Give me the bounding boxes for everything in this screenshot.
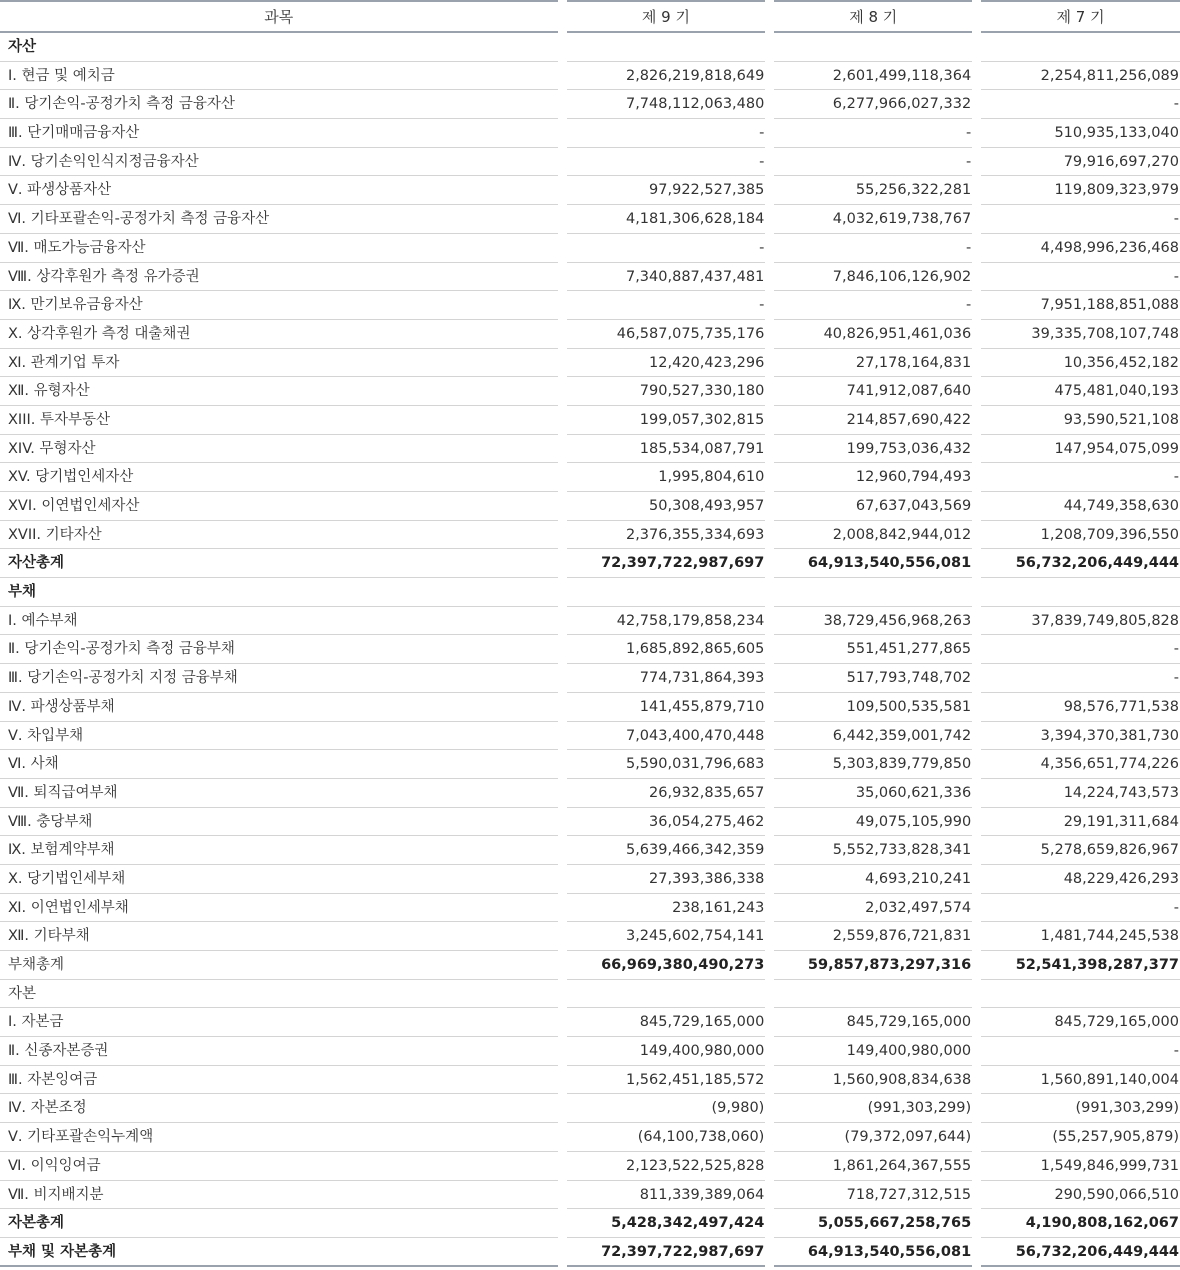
value-period-7: 2,254,811,256,089 xyxy=(981,62,1180,91)
table-row xyxy=(0,377,1180,406)
row-label: Ⅰ. 현금 및 예치금 xyxy=(0,62,558,91)
table-row xyxy=(0,176,1180,205)
table-header xyxy=(0,0,1180,33)
value-period-9: 36,054,275,462 xyxy=(567,808,766,837)
value-period-9: 5,590,031,796,683 xyxy=(567,750,766,779)
value-period-9: 774,731,864,393 xyxy=(567,664,766,693)
value-period-8: 38,729,456,968,263 xyxy=(774,607,972,636)
row-label: Ⅰ. 예수부채 xyxy=(0,607,558,636)
value-period-8: 35,060,621,336 xyxy=(774,779,972,808)
value-period-7: - xyxy=(981,635,1180,664)
value-period-9: 790,527,330,180 xyxy=(567,377,766,406)
table-row xyxy=(0,635,1180,664)
value-period-9: 149,400,980,000 xyxy=(567,1037,766,1066)
row-label: Ⅹ. 상각후원가 측정 대출채권 xyxy=(0,320,558,349)
value-period-7: 14,224,743,573 xyxy=(981,779,1180,808)
value-period-7: 39,335,708,107,748 xyxy=(981,320,1180,349)
table-row xyxy=(0,922,1180,951)
value-period-9: 42,758,179,858,234 xyxy=(567,607,766,636)
row-label: XVII. 기타자산 xyxy=(0,521,558,550)
table-row xyxy=(0,779,1180,808)
value-period-9: 141,455,879,710 xyxy=(567,693,766,722)
row-label: Ⅻ. 기타부채 xyxy=(0,922,558,951)
table-row xyxy=(0,1094,1180,1123)
value-period-7: 7,951,188,851,088 xyxy=(981,291,1180,320)
value-period-7: - xyxy=(981,894,1180,923)
value-period-9: 97,922,527,385 xyxy=(567,176,766,205)
row-label: Ⅹ. 당기법인세부채 xyxy=(0,865,558,894)
value-period-8: 5,552,733,828,341 xyxy=(774,836,972,865)
row-label: Ⅵ. 이익잉여금 xyxy=(0,1152,558,1181)
row-label: XIV. 무형자산 xyxy=(0,435,558,464)
row-label: Ⅳ. 파생상품부채 xyxy=(0,693,558,722)
value-period-7: (991,303,299) xyxy=(981,1094,1180,1123)
row-label: Ⅱ. 당기손익-공정가치 측정 금융자산 xyxy=(0,90,558,119)
value-period-9: (9,980) xyxy=(567,1094,766,1123)
header-account: 과목 xyxy=(0,0,558,33)
value-period-7: - xyxy=(981,664,1180,693)
value-period-8: 55,256,322,281 xyxy=(774,176,972,205)
value-period-9: 238,161,243 xyxy=(567,894,766,923)
table-row xyxy=(0,865,1180,894)
value-period-9: 27,393,386,338 xyxy=(567,865,766,894)
row-label: Ⅶ. 비지배지분 xyxy=(0,1181,558,1210)
value-period-8: 6,277,966,027,332 xyxy=(774,90,972,119)
value-period-8: 2,601,499,118,364 xyxy=(774,62,972,91)
value-period-9: 845,729,165,000 xyxy=(567,1008,766,1037)
value-period-8: 1,560,908,834,638 xyxy=(774,1066,972,1095)
value-period-8: (991,303,299) xyxy=(774,1094,972,1123)
value-period-9: - xyxy=(567,291,766,320)
value-period-8: (79,372,097,644) xyxy=(774,1123,972,1152)
value-period-8: 59,857,873,297,316 xyxy=(774,951,972,980)
value-period-8: 1,861,264,367,555 xyxy=(774,1152,972,1181)
value-period-8: 718,727,312,515 xyxy=(774,1181,972,1210)
table-row xyxy=(0,320,1180,349)
value-period-8: 2,032,497,574 xyxy=(774,894,972,923)
value-period-9 xyxy=(567,33,766,62)
row-label: Ⅻ. 유형자산 xyxy=(0,377,558,406)
value-period-7: 48,229,426,293 xyxy=(981,865,1180,894)
table-row xyxy=(0,1123,1180,1152)
row-label: Ⅺ. 이연법인세부채 xyxy=(0,894,558,923)
table-row xyxy=(0,664,1180,693)
row-label: 자산총계 xyxy=(0,549,558,578)
value-period-9: 199,057,302,815 xyxy=(567,406,766,435)
table-row xyxy=(0,291,1180,320)
table-row xyxy=(0,435,1180,464)
value-period-8: 551,451,277,865 xyxy=(774,635,972,664)
row-label: Ⅳ. 당기손익인식지정금융자산 xyxy=(0,148,558,177)
table-row xyxy=(0,148,1180,177)
value-period-8: 40,826,951,461,036 xyxy=(774,320,972,349)
value-period-9: 12,420,423,296 xyxy=(567,349,766,378)
row-label: XV. 당기법인세자산 xyxy=(0,463,558,492)
value-period-8: 6,442,359,001,742 xyxy=(774,722,972,751)
row-label: Ⅲ. 자본잉여금 xyxy=(0,1066,558,1095)
table-row xyxy=(0,607,1180,636)
value-period-9: 66,969,380,490,273 xyxy=(567,951,766,980)
value-period-7: 4,498,996,236,468 xyxy=(981,234,1180,263)
value-period-8: 49,075,105,990 xyxy=(774,808,972,837)
row-label: Ⅲ. 단기매매금융자산 xyxy=(0,119,558,148)
row-label: Ⅶ. 퇴직급여부채 xyxy=(0,779,558,808)
row-label: Ⅵ. 사채 xyxy=(0,750,558,779)
value-period-8 xyxy=(774,980,972,1009)
value-period-9: - xyxy=(567,119,766,148)
row-label: Ⅴ. 파생상품자산 xyxy=(0,176,558,205)
value-period-9: 50,308,493,957 xyxy=(567,492,766,521)
table-row xyxy=(0,406,1180,435)
value-period-7: 1,481,744,245,538 xyxy=(981,922,1180,951)
value-period-8: 4,693,210,241 xyxy=(774,865,972,894)
table-row xyxy=(0,90,1180,119)
value-period-7: 4,356,651,774,226 xyxy=(981,750,1180,779)
value-period-7: 5,278,659,826,967 xyxy=(981,836,1180,865)
value-period-9: 7,748,112,063,480 xyxy=(567,90,766,119)
table-row xyxy=(0,349,1180,378)
value-period-7: 1,208,709,396,550 xyxy=(981,521,1180,550)
table-row xyxy=(0,980,1180,1009)
value-period-7: 510,935,133,040 xyxy=(981,119,1180,148)
value-period-8: 109,500,535,581 xyxy=(774,693,972,722)
value-period-8: 64,913,540,556,081 xyxy=(774,1238,972,1267)
value-period-9: 5,428,342,497,424 xyxy=(567,1209,766,1238)
table-row xyxy=(0,1181,1180,1210)
value-period-8: 7,846,106,126,902 xyxy=(774,263,972,292)
row-label: Ⅷ. 상각후원가 측정 유가증권 xyxy=(0,263,558,292)
value-period-8: - xyxy=(774,119,972,148)
value-period-9: (64,100,738,060) xyxy=(567,1123,766,1152)
value-period-9: 7,043,400,470,448 xyxy=(567,722,766,751)
value-period-9: 26,932,835,657 xyxy=(567,779,766,808)
value-period-8: 214,857,690,422 xyxy=(774,406,972,435)
table-row xyxy=(0,1037,1180,1066)
table-row xyxy=(0,492,1180,521)
value-period-8: 64,913,540,556,081 xyxy=(774,549,972,578)
value-period-7: - xyxy=(981,263,1180,292)
value-period-7: 1,549,846,999,731 xyxy=(981,1152,1180,1181)
row-label: Ⅱ. 신종자본증권 xyxy=(0,1037,558,1066)
value-period-7: 475,481,040,193 xyxy=(981,377,1180,406)
value-period-8: 199,753,036,432 xyxy=(774,435,972,464)
value-period-8: - xyxy=(774,291,972,320)
value-period-7 xyxy=(981,980,1180,1009)
row-label: 자산 xyxy=(0,33,558,62)
value-period-9 xyxy=(567,980,766,1009)
value-period-8 xyxy=(774,33,972,62)
value-period-7: 52,541,398,287,377 xyxy=(981,951,1180,980)
table-row xyxy=(0,836,1180,865)
header-period-7: 제 7 기 xyxy=(981,0,1180,33)
value-period-8: 149,400,980,000 xyxy=(774,1037,972,1066)
row-label: 부채총계 xyxy=(0,951,558,980)
row-label: Ⅷ. 충당부채 xyxy=(0,808,558,837)
value-period-9: 72,397,722,987,697 xyxy=(567,549,766,578)
table-row xyxy=(0,722,1180,751)
table-row xyxy=(0,119,1180,148)
row-label: Ⅰ. 자본금 xyxy=(0,1008,558,1037)
table-row xyxy=(0,750,1180,779)
value-period-7: 119,809,323,979 xyxy=(981,176,1180,205)
row-label: Ⅸ. 만기보유금융자산 xyxy=(0,291,558,320)
value-period-7: - xyxy=(981,205,1180,234)
row-label: XIII. 투자부동산 xyxy=(0,406,558,435)
value-period-9 xyxy=(567,578,766,607)
value-period-8: 5,303,839,779,850 xyxy=(774,750,972,779)
table-row xyxy=(0,62,1180,91)
value-period-9: - xyxy=(567,148,766,177)
value-period-8: 741,912,087,640 xyxy=(774,377,972,406)
table-row xyxy=(0,1209,1180,1238)
value-period-9: 46,587,075,735,176 xyxy=(567,320,766,349)
table-row xyxy=(0,808,1180,837)
header-period-8: 제 8 기 xyxy=(774,0,972,33)
value-period-7: 37,839,749,805,828 xyxy=(981,607,1180,636)
value-period-7: 79,916,697,270 xyxy=(981,148,1180,177)
value-period-8: 517,793,748,702 xyxy=(774,664,972,693)
table-row xyxy=(0,234,1180,263)
value-period-7: 147,954,075,099 xyxy=(981,435,1180,464)
value-period-7: 1,560,891,140,004 xyxy=(981,1066,1180,1095)
table-row xyxy=(0,463,1180,492)
value-period-7: - xyxy=(981,1037,1180,1066)
row-label: XVI. 이연법인세자산 xyxy=(0,492,558,521)
value-period-7: 29,191,311,684 xyxy=(981,808,1180,837)
value-period-7: 4,190,808,162,067 xyxy=(981,1209,1180,1238)
value-period-8: - xyxy=(774,148,972,177)
value-period-7: 98,576,771,538 xyxy=(981,693,1180,722)
value-period-7 xyxy=(981,33,1180,62)
table-row xyxy=(0,951,1180,980)
table-row xyxy=(0,578,1180,607)
value-period-7 xyxy=(981,578,1180,607)
value-period-8: 4,032,619,738,767 xyxy=(774,205,972,234)
table-row xyxy=(0,33,1180,62)
table-row xyxy=(0,263,1180,292)
value-period-7: 44,749,358,630 xyxy=(981,492,1180,521)
value-period-9: 2,123,522,525,828 xyxy=(567,1152,766,1181)
value-period-9: 2,826,219,818,649 xyxy=(567,62,766,91)
value-period-7: 845,729,165,000 xyxy=(981,1008,1180,1037)
table-row xyxy=(0,1066,1180,1095)
table-row xyxy=(0,1238,1180,1267)
table-body xyxy=(0,33,1180,1267)
row-label: 부채 및 자본총계 xyxy=(0,1238,558,1267)
value-period-9: 1,685,892,865,605 xyxy=(567,635,766,664)
value-period-7: (55,257,905,879) xyxy=(981,1123,1180,1152)
value-period-8 xyxy=(774,578,972,607)
value-period-9: 4,181,306,628,184 xyxy=(567,205,766,234)
value-period-7: 56,732,206,449,444 xyxy=(981,1238,1180,1267)
value-period-8: 12,960,794,493 xyxy=(774,463,972,492)
value-period-8: 67,637,043,569 xyxy=(774,492,972,521)
row-label: Ⅴ. 차입부채 xyxy=(0,722,558,751)
row-label: Ⅸ. 보험계약부채 xyxy=(0,836,558,865)
row-label: 자본 xyxy=(0,980,558,1009)
row-label: 자본총계 xyxy=(0,1209,558,1238)
table-row xyxy=(0,1152,1180,1181)
value-period-7: 93,590,521,108 xyxy=(981,406,1180,435)
value-period-7: - xyxy=(981,463,1180,492)
value-period-9: 2,376,355,334,693 xyxy=(567,521,766,550)
row-label: 부채 xyxy=(0,578,558,607)
table-row xyxy=(0,1008,1180,1037)
value-period-9: - xyxy=(567,234,766,263)
value-period-9: 1,562,451,185,572 xyxy=(567,1066,766,1095)
value-period-7: 56,732,206,449,444 xyxy=(981,549,1180,578)
table-row xyxy=(0,693,1180,722)
value-period-7: 290,590,066,510 xyxy=(981,1181,1180,1210)
value-period-9: 5,639,466,342,359 xyxy=(567,836,766,865)
header-period-9: 제 9 기 xyxy=(567,0,766,33)
value-period-9: 7,340,887,437,481 xyxy=(567,263,766,292)
value-period-8: 27,178,164,831 xyxy=(774,349,972,378)
table-row xyxy=(0,521,1180,550)
value-period-7: 3,394,370,381,730 xyxy=(981,722,1180,751)
row-label: Ⅳ. 자본조정 xyxy=(0,1094,558,1123)
table-row xyxy=(0,205,1180,234)
value-period-7: 10,356,452,182 xyxy=(981,349,1180,378)
value-period-7: - xyxy=(981,90,1180,119)
value-period-8: 2,008,842,944,012 xyxy=(774,521,972,550)
row-label: Ⅱ. 당기손익-공정가치 측정 금융부채 xyxy=(0,635,558,664)
row-label: Ⅶ. 매도가능금융자산 xyxy=(0,234,558,263)
table-row xyxy=(0,894,1180,923)
value-period-9: 185,534,087,791 xyxy=(567,435,766,464)
value-period-9: 811,339,389,064 xyxy=(567,1181,766,1210)
value-period-8: 5,055,667,258,765 xyxy=(774,1209,972,1238)
row-label: Ⅴ. 기타포괄손익누계액 xyxy=(0,1123,558,1152)
value-period-8: 845,729,165,000 xyxy=(774,1008,972,1037)
value-period-9: 3,245,602,754,141 xyxy=(567,922,766,951)
value-period-9: 72,397,722,987,697 xyxy=(567,1238,766,1267)
row-label: Ⅲ. 당기손익-공정가치 지정 금융부채 xyxy=(0,664,558,693)
value-period-8: - xyxy=(774,234,972,263)
row-label: Ⅺ. 관계기업 투자 xyxy=(0,349,558,378)
value-period-9: 1,995,804,610 xyxy=(567,463,766,492)
table-row xyxy=(0,549,1180,578)
row-label: Ⅵ. 기타포괄손익-공정가치 측정 금융자산 xyxy=(0,205,558,234)
value-period-8: 2,559,876,721,831 xyxy=(774,922,972,951)
